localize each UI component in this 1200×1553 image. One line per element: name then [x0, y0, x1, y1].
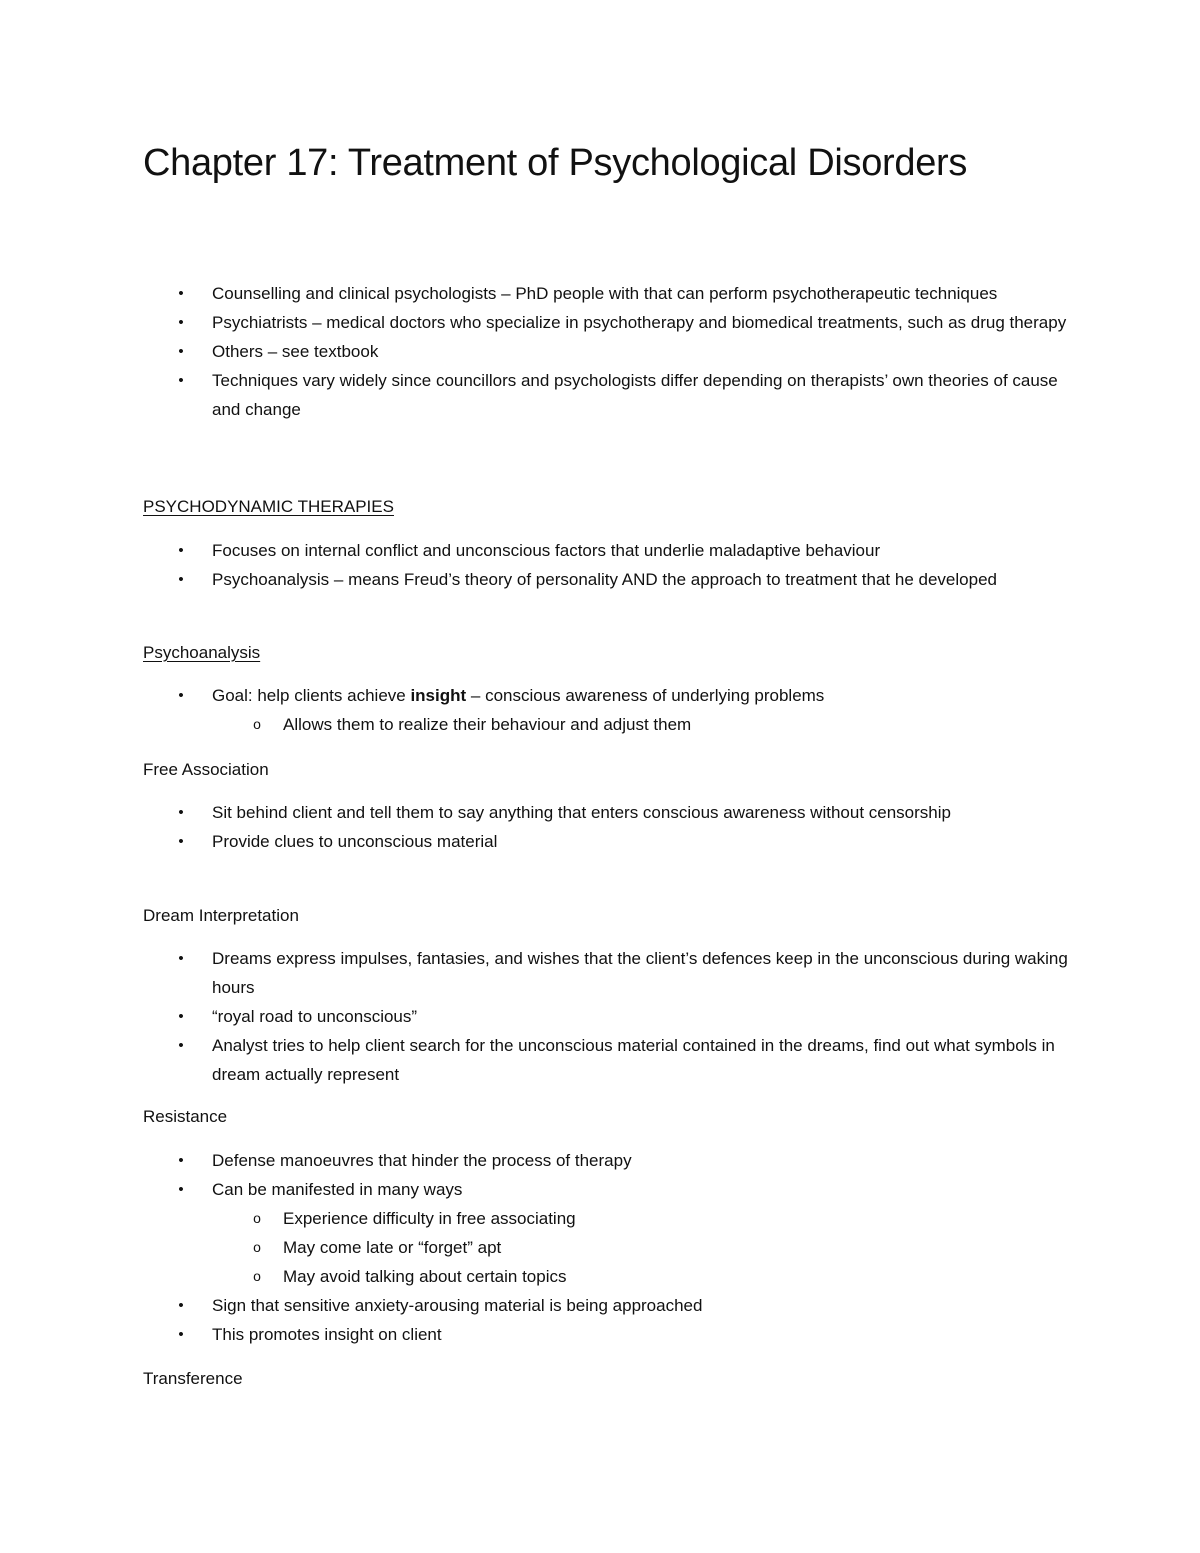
bullet-icon: •	[178, 1181, 184, 1198]
bullet-icon: •	[178, 687, 184, 704]
section-heading-psychoanalysis: Psychoanalysis	[143, 643, 261, 662]
bullet-icon: •	[178, 1326, 184, 1343]
sub-bullet-icon: o	[253, 1210, 261, 1226]
section-heading-psychodynamic: PSYCHODYNAMIC THERAPIES	[143, 497, 394, 516]
list-item: • “royal road to unconscious”	[0, 1002, 1072, 1031]
bullet-icon: •	[178, 571, 184, 588]
intro-list	[0, 279, 1200, 424]
section-heading-resistance: Resistance	[143, 1107, 228, 1126]
list-item: o Experience difficulty in free associating	[0, 1204, 1073, 1233]
list-item: • Counselling and clinical psychologists – PhD people with that can perform psychotherapeutic techniques	[0, 279, 1072, 308]
bullet-icon: •	[178, 285, 184, 302]
bullet-icon: •	[178, 950, 184, 967]
list-item: • Psychoanalysis – means Freud’s theory of personality AND the approach to treatment that he developed	[0, 565, 1072, 594]
list-item: • Analyst tries to help client search for the unconscious material contained in the dreams, find out what symbols in dream actually represent	[0, 1031, 1072, 1089]
section-heading-free-association: Free Association	[143, 760, 269, 779]
list-item: • Defense manoeuvres that hinder the process of therapy	[0, 1146, 1072, 1175]
list-item: • This promotes insight on client	[0, 1320, 1072, 1349]
bold-term: insight	[410, 686, 467, 705]
bullet-icon: •	[178, 1037, 184, 1054]
resistance-list	[0, 1146, 1200, 1349]
list-item: • Provide clues to unconscious material	[0, 827, 1072, 856]
bullet-icon: •	[178, 372, 184, 389]
list-item: • Focuses on internal conflict and unconscious factors that underlie maladaptive behaviour	[0, 536, 1072, 565]
section-heading-transference: Transference	[143, 1369, 243, 1388]
bullet-icon: •	[178, 804, 184, 821]
sub-bullet-icon: o	[253, 1268, 261, 1284]
bullet-icon: •	[178, 542, 184, 559]
dream-list	[0, 944, 1200, 1089]
list-item: • Sign that sensitive anxiety-arousing material is being approached	[0, 1291, 1072, 1320]
page-title: Chapter 17: Treatment of Psychological Disorders	[143, 142, 968, 184]
list-item: • Others – see textbook	[0, 337, 1072, 366]
sub-bullet-icon: o	[253, 1239, 261, 1255]
sub-bullet-icon: o	[253, 716, 261, 732]
bullet-icon: •	[178, 1008, 184, 1025]
bullet-icon: •	[178, 1297, 184, 1314]
bullet-icon: •	[178, 1152, 184, 1169]
list-item: • Goal: help clients achieve insight – conscious awareness of underlying problems	[0, 681, 1072, 710]
list-item: o Allows them to realize their behaviour and adjust them	[0, 710, 1073, 739]
list-item: • Techniques vary widely since councillors and psychologists differ depending on therapists’ own theories of cause and change	[0, 366, 1072, 424]
list-item: o May come late or “forget” apt	[0, 1233, 1073, 1262]
psychoanalysis-list	[0, 681, 1200, 739]
free-association-list	[0, 798, 1200, 856]
bullet-icon: •	[178, 343, 184, 360]
list-item: • Can be manifested in many ways	[0, 1175, 1072, 1204]
list-item: • Dreams express impulses, fantasies, and wishes that the client’s defences keep in the unconscious during waking hours	[0, 944, 1072, 1002]
bullet-icon: •	[178, 314, 184, 331]
list-item: • Psychiatrists – medical doctors who specialize in psychotherapy and biomedical treatments, such as drug therapy	[0, 308, 1072, 337]
list-item: o May avoid talking about certain topics	[0, 1262, 1073, 1291]
psychodynamic-list	[0, 536, 1200, 594]
section-heading-dream-interpretation: Dream Interpretation	[143, 906, 299, 925]
bullet-icon: •	[178, 833, 184, 850]
list-item: • Sit behind client and tell them to say anything that enters conscious awareness without censorship	[0, 798, 1072, 827]
